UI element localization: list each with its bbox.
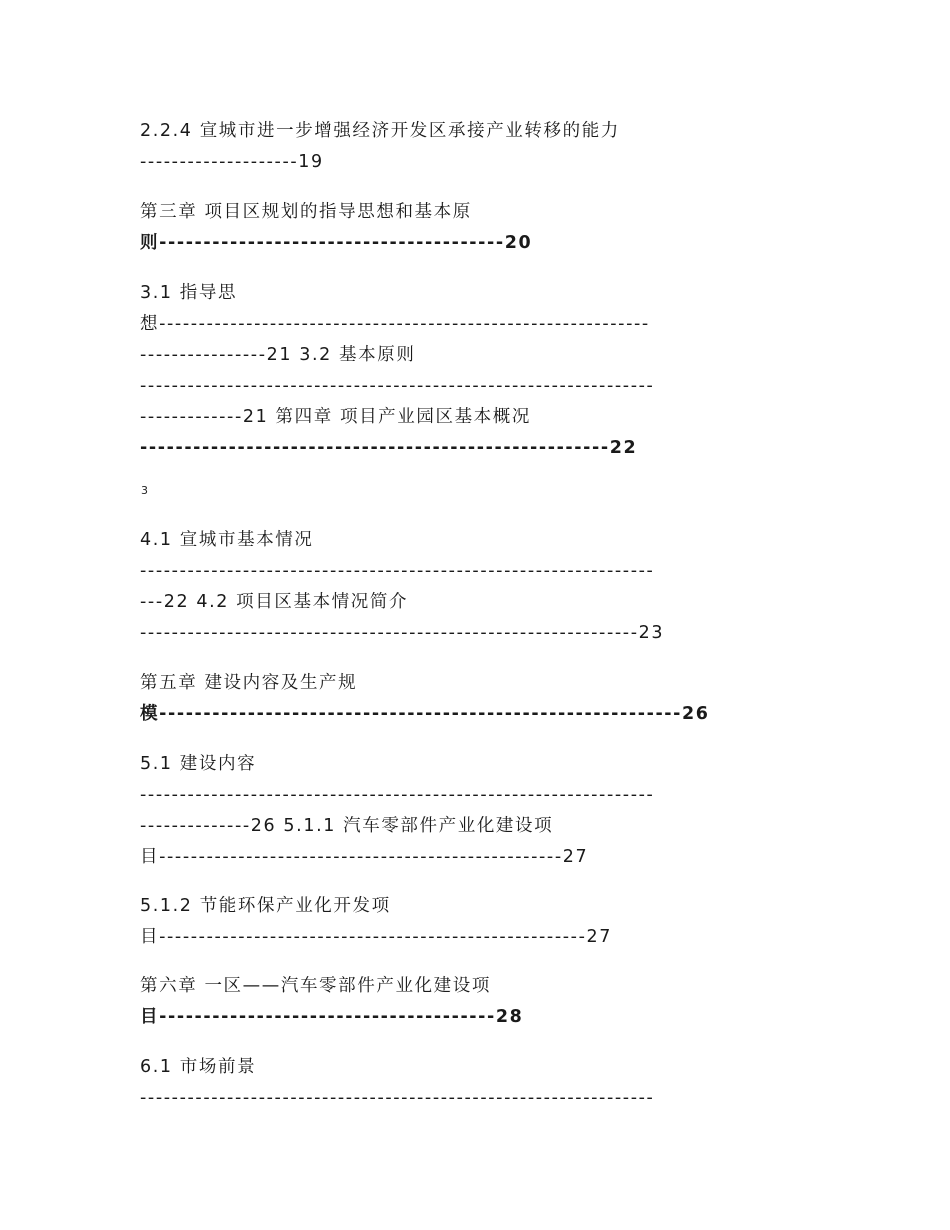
toc-leader-23: ---------------------------------------------------------------23: [140, 623, 665, 643]
toc-line-chapter-5: 第五章 建设内容及生产规: [140, 673, 358, 693]
toc-leader-6-1-a: -----------------------------------------------------------------: [140, 1088, 655, 1108]
toc-leader-3-1-a: 想--------------------------------------------------------------: [140, 314, 650, 334]
toc-leader-22: -----------------------------------------------------22: [140, 438, 638, 458]
toc-line-5-1-2: 5.1.2 节能环保产业化开发项: [140, 896, 391, 916]
toc-line-6-1: 6.1 市场前景: [140, 1057, 257, 1077]
toc-line-5-1-1: --------------26 5.1.1 汽车零部件产业化建设项: [140, 816, 554, 836]
toc-leader-4-1-a: -----------------------------------------------------------------: [140, 561, 655, 581]
toc-line-chapter-4: -------------21 第四章 项目产业园区基本概况: [140, 407, 531, 427]
toc-line-4-1: 4.1 宣城市基本情况: [140, 530, 314, 550]
toc-line-4-2: ---22 4.2 项目区基本情况简介: [140, 592, 409, 612]
toc-leader-27-a: 目---------------------------------------------------27: [140, 847, 589, 867]
toc-leader-5-1-a: -----------------------------------------------------------------: [140, 785, 655, 805]
toc-leader-3-2-a: -----------------------------------------------------------------: [140, 376, 655, 396]
toc-line-3-1: 3.1 指导思: [140, 283, 238, 303]
toc-leader-27-b: 目------------------------------------------------------27: [140, 927, 612, 947]
toc-leader-19: --------------------19: [140, 152, 324, 172]
toc-line-3-2: ----------------21 3.2 基本原则: [140, 345, 416, 365]
toc-line-chapter-6: 第六章 一区——汽车零部件产业化建设项: [140, 976, 491, 996]
toc-leader-28: 目--------------------------------------28: [140, 1007, 524, 1027]
toc-line-2-2-4: 2.2.4 宣城市进一步增强经济开发区承接产业转移的能力: [140, 121, 620, 141]
toc-leader-20: 则---------------------------------------20: [140, 233, 533, 253]
toc-line-chapter-3: 第三章 项目区规划的指导思想和基本原: [140, 202, 472, 222]
page-number: 3: [141, 484, 148, 497]
toc-leader-26: 模-----------------------------------------------------------26: [140, 704, 710, 724]
toc-line-5-1: 5.1 建设内容: [140, 754, 257, 774]
